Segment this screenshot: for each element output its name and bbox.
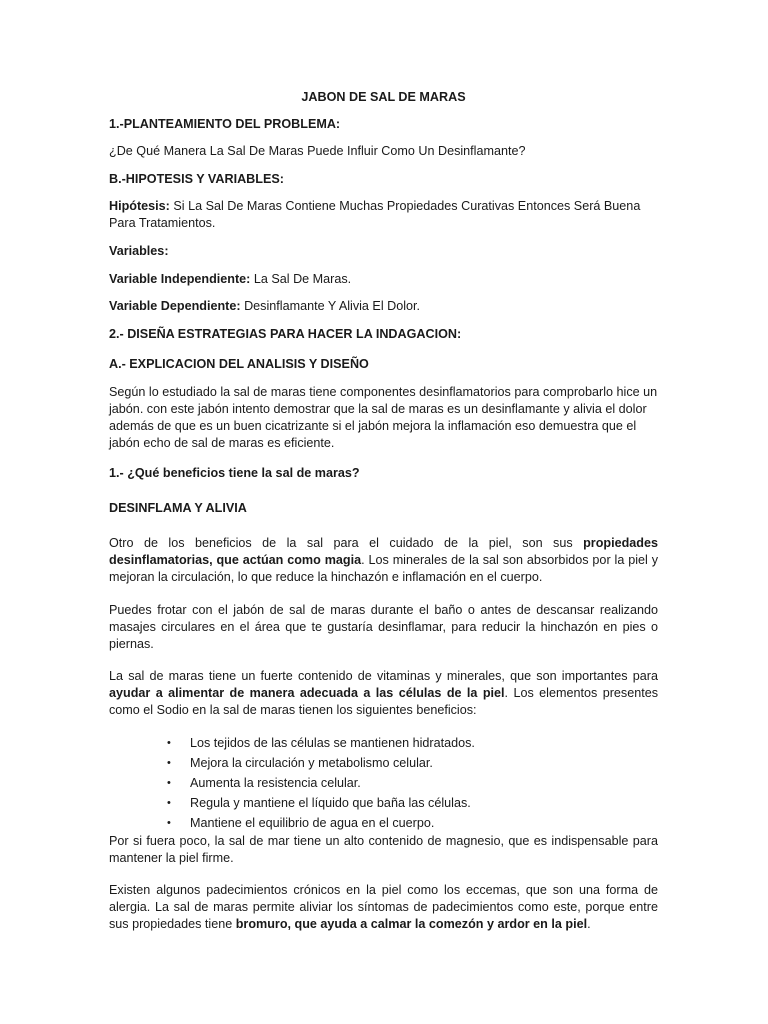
- problem-question: ¿De Qué Manera La Sal De Maras Puede Influir Como Un Desinflamante?: [109, 144, 526, 158]
- list-item-text: Los tejidos de las células se mantienen hidratados.: [190, 736, 475, 750]
- section-a-heading: A.- EXPLICACION DEL ANALISIS Y DISEÑO: [109, 357, 369, 371]
- section-1-heading: 1.-PLANTEAMIENTO DEL PROBLEMA:: [109, 117, 341, 131]
- list-item: [109, 775, 658, 795]
- paragraph-desinflamatorias: [109, 535, 658, 586]
- dependent-variable: [109, 298, 658, 315]
- p1-bold: propiedades desinflamatorias, que actúan como magia: [109, 536, 658, 567]
- dependent-variable-text: Desinflamante Y Alivia El Dolor.: [240, 299, 421, 313]
- p5-bold: bromuro, que ayuda a calmar la comezón y ardor en la piel: [235, 917, 588, 931]
- p5-end: .: [587, 917, 591, 931]
- variables-label: Variables:: [109, 244, 169, 258]
- paragraph-eccemas: [109, 882, 658, 933]
- p5-start: Existen algunos padecimientos crónicos en la piel como los eccemas, que son una forma de alergia. La sal de maras permite aliviar los síntomas de padecimientos como este, porque entre sus propiedades tiene: [109, 883, 658, 931]
- bullet-glyph: •: [167, 757, 171, 769]
- list-item: [109, 735, 658, 755]
- p1-start: Otro de los beneficios de la sal para el cuidado de la piel, son sus: [109, 536, 584, 550]
- dependent-variable-label: Variable Dependiente:: [109, 299, 241, 313]
- independent-variable: [109, 271, 658, 288]
- section-b-heading: B.-HIPOTESIS Y VARIABLES:: [109, 172, 284, 186]
- list-item: [109, 795, 658, 815]
- hypothesis-paragraph: [109, 198, 658, 232]
- paragraph-vitaminas: [109, 668, 658, 719]
- bullet-glyph: •: [167, 777, 171, 789]
- p3-start: La sal de maras tiene un fuerte contenido de vitaminas y minerales, que son importantes para: [109, 669, 658, 683]
- list-item: [109, 755, 658, 775]
- analysis-paragraph: Según lo estudiado la sal de maras tiene componentes desinflamatorios para comprobarlo hice un jabón. con este jabón intento demostrar que la sal de maras es un desinflamante y alivia el dolor además de que es un buen cicatrizante si el jabón mejora la inflamación eso demuestra que el jabón echo de sal de maras es eficiente.: [109, 385, 658, 450]
- p1-end: . Los minerales de la sal son absorbidos por la piel y mejoran la circulación, lo que reduce la hinchazón e inflamación en el cuerpo.: [109, 553, 658, 584]
- benefits-list: [109, 735, 658, 835]
- independent-variable-text: La Sal De Maras.: [250, 272, 352, 286]
- p3-end: . Los elementos presentes como el Sodio en la sal de maras tienen los siguientes beneficios:: [109, 686, 658, 717]
- list-item-text: Regula y mantiene el líquido que baña las células.: [190, 796, 471, 810]
- list-item-text: Mantiene el equilibrio de agua en el cuerpo.: [190, 816, 435, 830]
- paragraph-magnesio: Por si fuera poco, la sal de mar tiene un alto contenido de magnesio, que es indispensable para mantener la piel firme.: [109, 834, 658, 865]
- p3-bold: ayudar a alimentar de manera adecuada a las células de la piel: [109, 686, 505, 700]
- benefits-heading: DESINFLAMA Y ALIVIA: [109, 501, 247, 515]
- independent-variable-label: Variable Independiente:: [109, 272, 251, 286]
- section-2-heading: 2.- DISEÑA ESTRATEGIAS PARA HACER LA INDAGACION:: [109, 327, 462, 341]
- bullet-glyph: •: [167, 737, 171, 749]
- document-title: JABON DE SAL DE MARAS: [301, 90, 466, 104]
- list-item-text: Mejora la circulación y metabolismo celular.: [190, 756, 433, 770]
- hypothesis-label: Hipótesis:: [109, 199, 170, 213]
- benefits-question: 1.- ¿Qué beneficios tiene la sal de maras?: [109, 466, 360, 480]
- hypothesis-text: Si La Sal De Maras Contiene Muchas Propiedades Curativas Entonces Será Buena Para Tratamientos.: [109, 199, 641, 230]
- paragraph-frotar: Puedes frotar con el jabón de sal de maras durante el baño o antes de descansar realizando masajes circulares en el área que te gustaría desinflamar, para reducir la hinchazón en pies o piernas.: [109, 603, 658, 651]
- list-item-text: Aumenta la resistencia celular.: [190, 776, 361, 790]
- bullet-glyph: •: [167, 817, 171, 829]
- bullet-glyph: •: [167, 797, 171, 809]
- list-item: [109, 815, 658, 835]
